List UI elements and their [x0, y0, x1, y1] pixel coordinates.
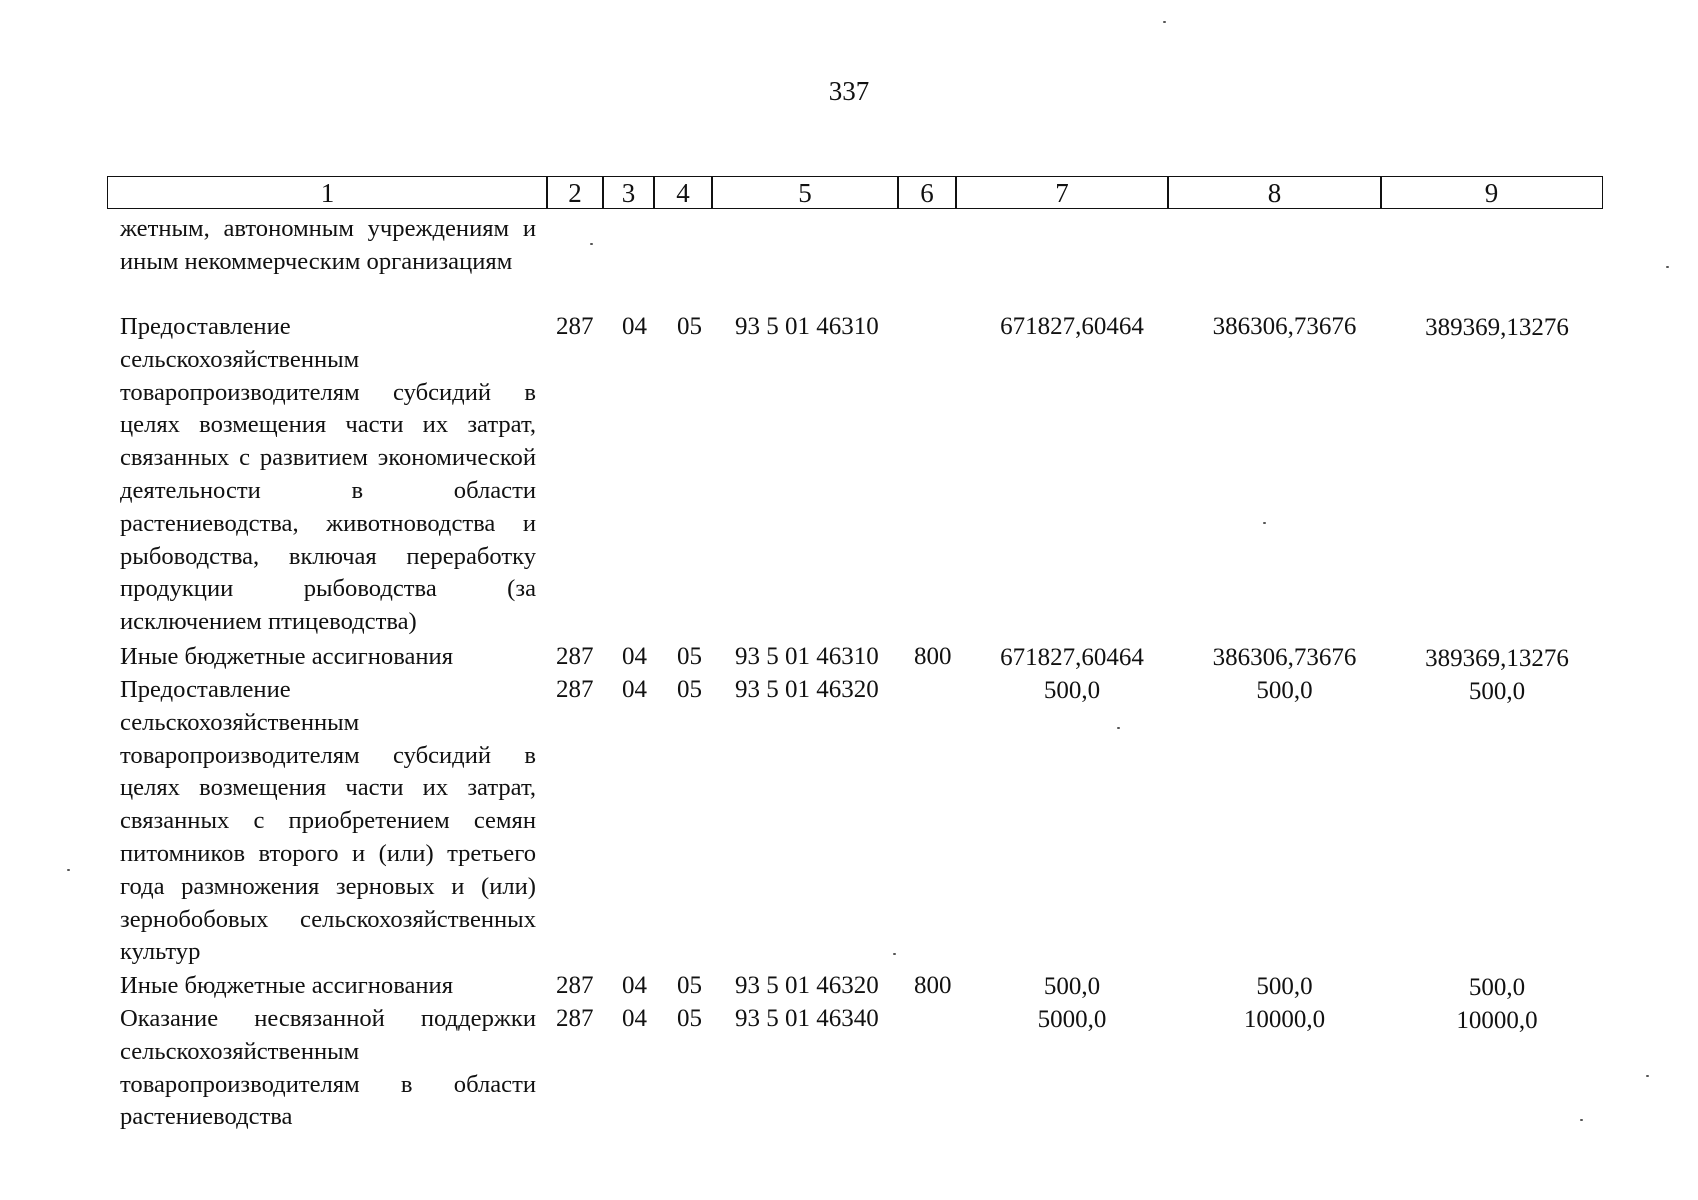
cell-subsection: 05: [677, 643, 702, 670]
row-description: Предоставление сельскохозяйственным товаропроизводителям субсидий в целях возмещения части их затрат, связанных с приобретением семян питомников второго и (или) третьего года размножения зерновых и (или) зернобобовых сельскохозяйственных культур: [120, 676, 536, 966]
cell-amount-col8: 386306,73676: [1212, 313, 1357, 340]
cell-amount-col9: 389369,13276: [1425, 314, 1569, 341]
cell-admin-code: 287: [556, 643, 594, 670]
table-header: [107, 176, 1603, 211]
cell-admin-code: 287: [556, 1005, 594, 1032]
cell-amount-col7: 671827,60464: [1000, 313, 1144, 340]
header-col-3: 3: [602, 176, 655, 209]
cell-admin-code: 287: [556, 676, 594, 703]
header-col-7: 7: [955, 176, 1169, 209]
scan-speck: [1666, 266, 1669, 268]
cell-section: 04: [622, 643, 647, 670]
scan-speck: [1580, 1119, 1583, 1121]
scan-speck: [1163, 21, 1166, 23]
cell-amount-col7: 500,0: [1043, 677, 1101, 704]
cell-amount-col9: 389369,13276: [1425, 645, 1569, 672]
scan-speck: [590, 243, 593, 245]
page-number: 337: [828, 76, 870, 106]
header-col-8: 8: [1167, 176, 1382, 209]
scan-speck: [67, 869, 70, 871]
cell-subsection: 05: [677, 313, 702, 340]
cell-admin-code: 287: [556, 313, 594, 340]
cell-amount-col7: 5000,0: [1037, 1006, 1107, 1033]
cell-target-article: 93 5 01 46340: [735, 1005, 879, 1032]
row-description: Иные бюджетные ассигнования: [120, 643, 454, 670]
cell-amount-col8: 386306,73676: [1212, 644, 1357, 671]
cell-subsection: 05: [677, 676, 702, 703]
cell-amount-col9: 500,0: [1468, 678, 1526, 705]
cell-expense-type: 800: [914, 643, 952, 670]
cell-target-article: 93 5 01 46320: [735, 972, 879, 999]
scan-speck: [1117, 727, 1120, 729]
row-description: жетным, автономным учреждениям и иным некоммерческим организациям: [120, 215, 536, 275]
cell-amount-col9: 10000,0: [1456, 1007, 1538, 1034]
header-col-5: 5: [711, 176, 899, 209]
row-description: Оказание несвязанной поддержки сельскохозяйственным товаропроизводителям в области растениеводства: [120, 1005, 536, 1131]
cell-target-article: 93 5 01 46320: [735, 676, 879, 703]
cell-amount-col8: 10000,0: [1243, 1006, 1326, 1033]
header-col-1: 1: [107, 176, 548, 209]
header-col-9: 9: [1380, 176, 1603, 209]
cell-section: 04: [622, 972, 647, 999]
header-col-6: 6: [897, 176, 957, 209]
cell-amount-col8: 500,0: [1256, 677, 1313, 704]
header-col-4: 4: [653, 176, 713, 209]
cell-admin-code: 287: [556, 972, 594, 999]
cell-amount-col9: 500,0: [1468, 974, 1526, 1001]
scan-speck: [1263, 522, 1266, 524]
cell-target-article: 93 5 01 46310: [735, 643, 879, 670]
cell-amount-col7: 671827,60464: [1000, 644, 1144, 671]
row-description: Предоставление сельскохозяйственным товаропроизводителям субсидий в целях возмещения части их затрат, связанных с развитием экономической деятельности в области растениеводства, животноводства и рыбоводства, включая переработку продукции рыбоводства (за исключением птицеводства): [120, 313, 536, 636]
cell-subsection: 05: [677, 972, 702, 999]
cell-amount-col8: 500,0: [1256, 973, 1313, 1000]
header-col-2: 2: [546, 176, 604, 209]
cell-section: 04: [622, 676, 647, 703]
scan-speck: [893, 953, 896, 955]
cell-expense-type: 800: [914, 972, 952, 999]
row-description: Иные бюджетные ассигнования: [120, 972, 454, 999]
scan-speck: [1646, 1075, 1649, 1077]
cell-subsection: 05: [677, 1005, 702, 1032]
cell-target-article: 93 5 01 46310: [735, 313, 879, 340]
cell-amount-col7: 500,0: [1043, 973, 1101, 1000]
cell-section: 04: [622, 1005, 647, 1032]
cell-section: 04: [622, 313, 647, 340]
